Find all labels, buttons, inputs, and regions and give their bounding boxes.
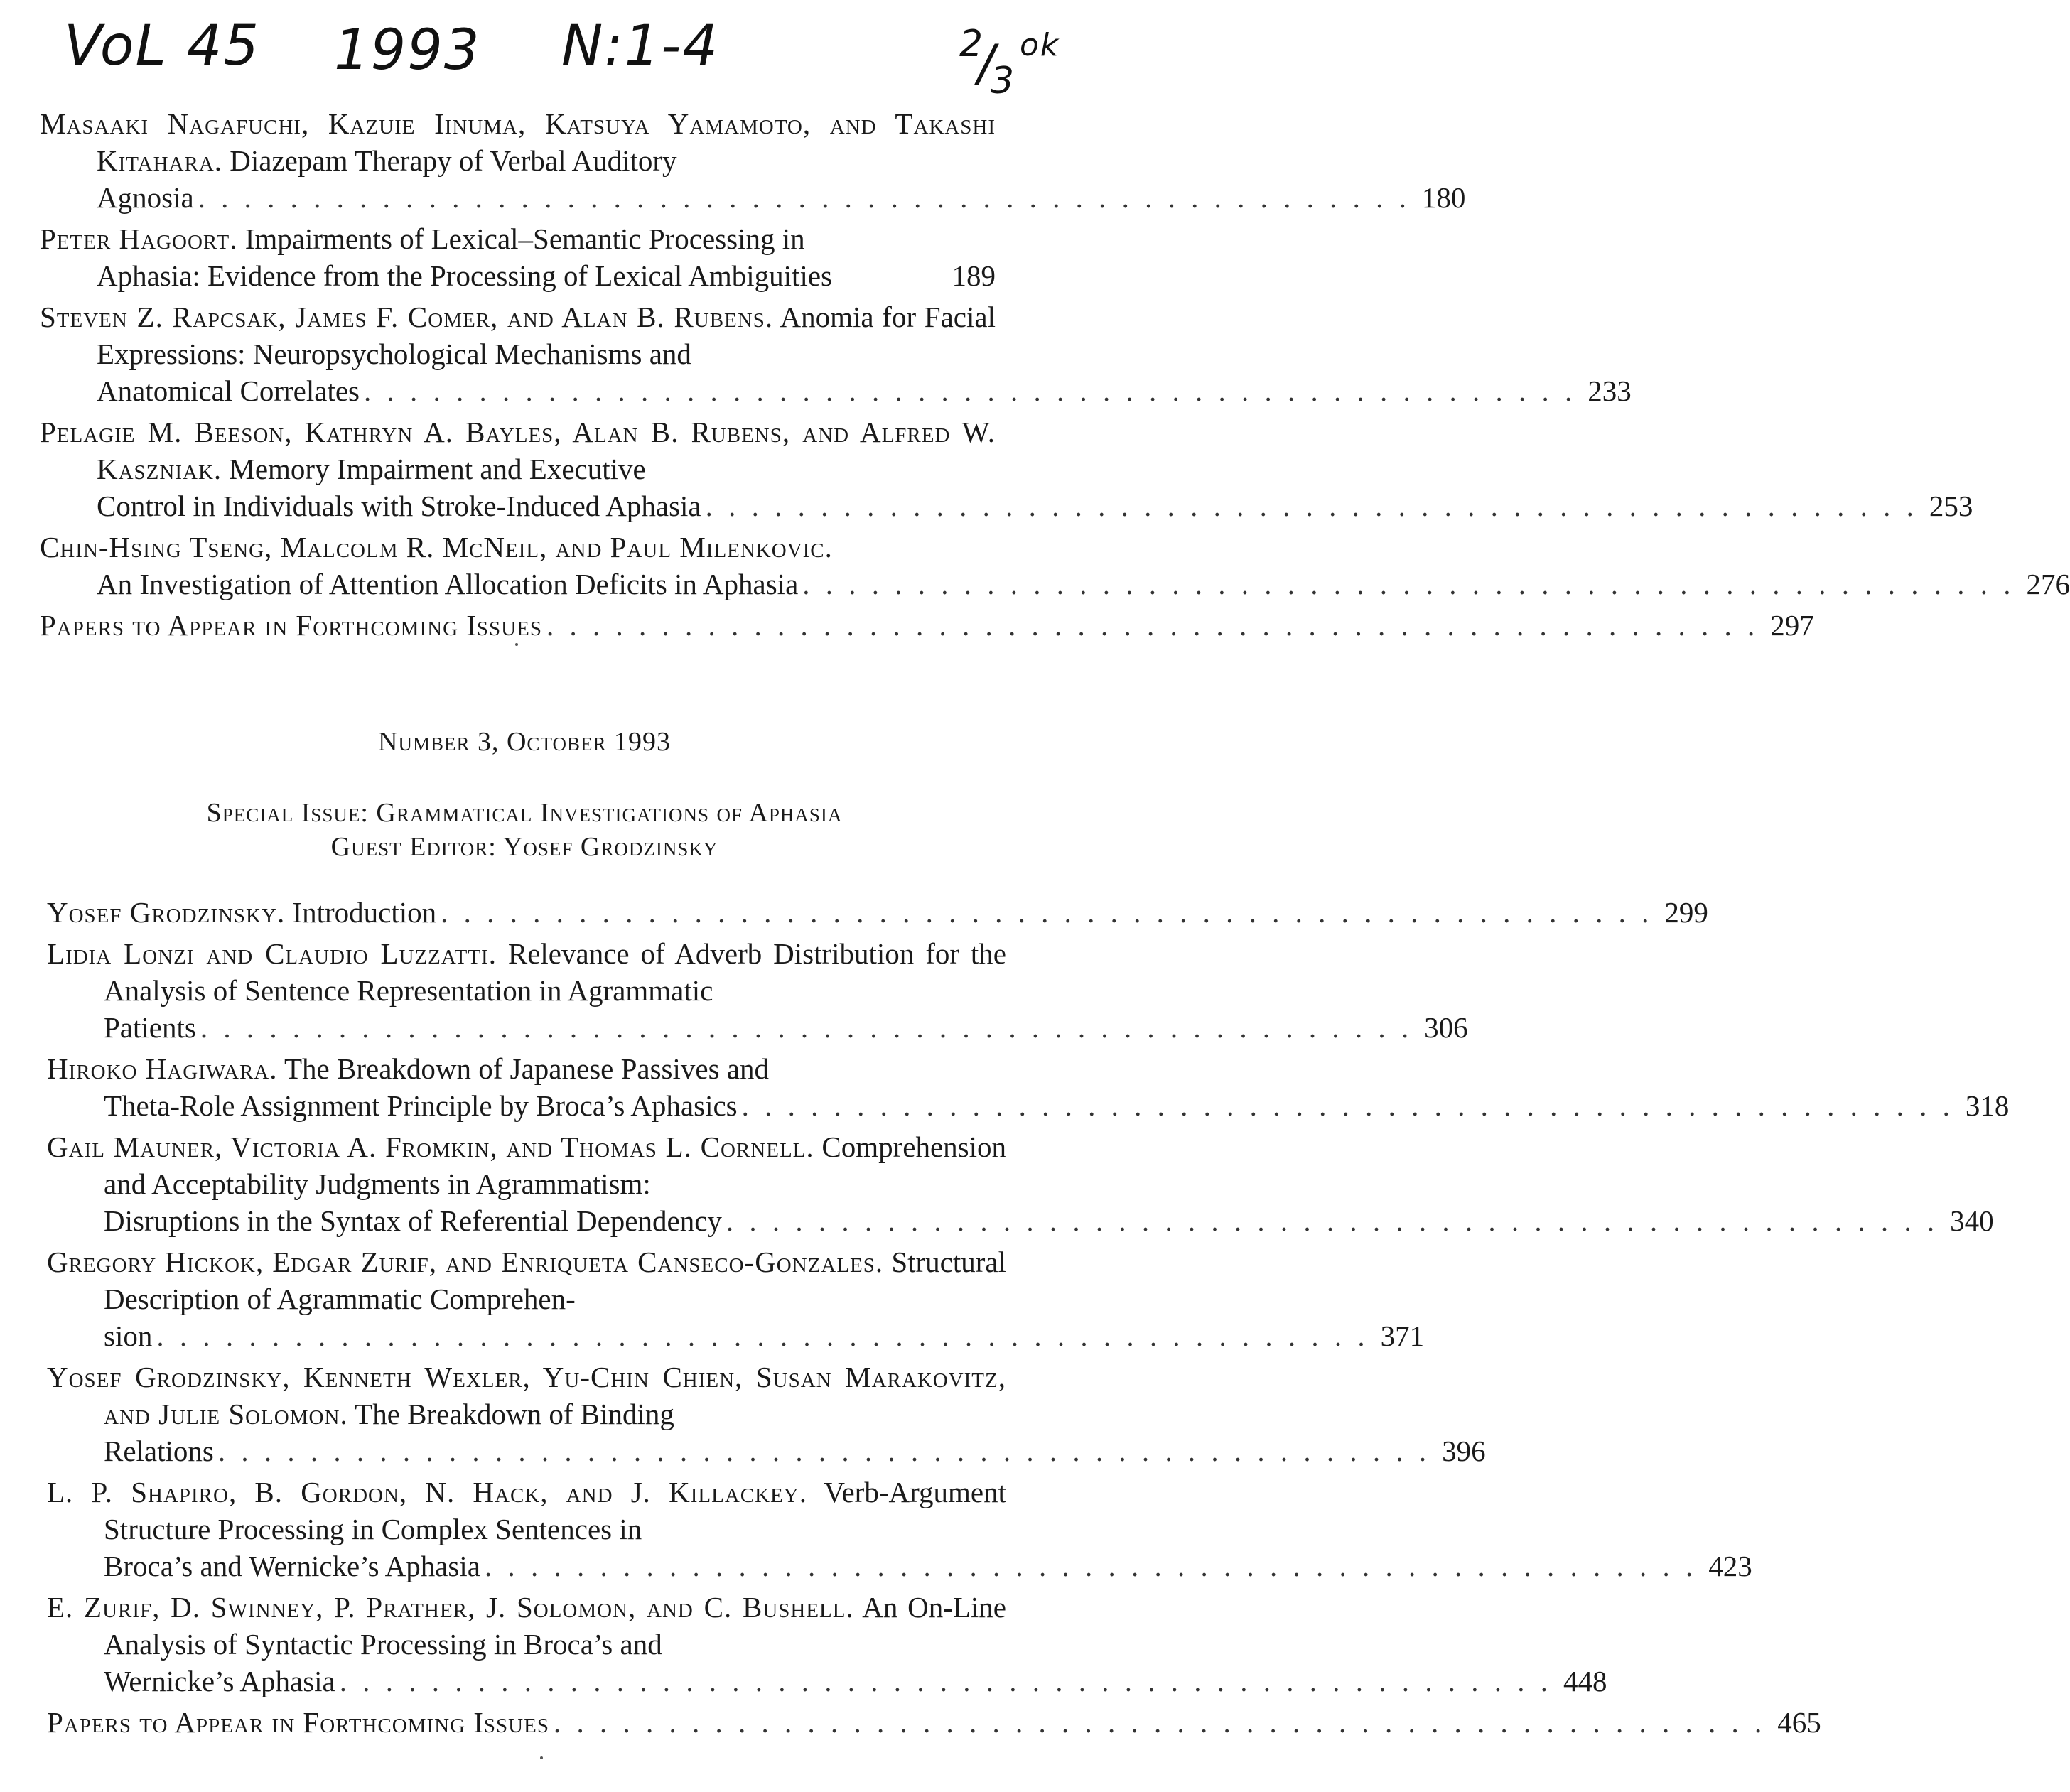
entry-title: The Breakdown of Japanese Passives and bbox=[284, 1052, 770, 1085]
entry-authors: Peter Hagoort. bbox=[40, 222, 238, 255]
forthcoming-label: Papers to Appear in Forthcoming Issues bbox=[47, 1706, 549, 1739]
entry-page: 233 bbox=[1587, 374, 1632, 407]
entry-title-end: Agnosia bbox=[97, 181, 194, 214]
entry-title: Comprehension and Acceptability Judgments in Agrammatism: bbox=[104, 1130, 1006, 1200]
entry-authors: Gail Mauner, Victoria A. Fromkin, and Thomas L. Cornell. bbox=[47, 1130, 814, 1163]
forthcoming-page: 297 bbox=[1770, 609, 1814, 642]
dot-leader: . . . . . . . . . . . . . . . . . . . . . . . . . . . . . . . . . . . . . . . . . . . . . . . . . . . . . bbox=[802, 568, 2015, 600]
entry-title-end: An Investigation of Attention Allocation Deficits in Aphasia bbox=[97, 568, 799, 600]
toc-forthcoming bbox=[40, 607, 1814, 644]
dot-leader: . . . . . . . . . . . . . . . . . . . . . . . . . . . . . . . . . . . . . . . . . . . . . . . . . . . . . bbox=[156, 1319, 1369, 1352]
toc-entry bbox=[47, 1050, 2010, 1124]
entry-title-end: sion bbox=[104, 1319, 153, 1352]
toc-section-2 bbox=[47, 894, 2010, 1745]
toc-entry bbox=[40, 414, 1973, 524]
entry-authors: Pelagie M. Beeson, Kathryn A. Bayles, Alan B. Rubens, and Alfred W. Kaszniak. bbox=[40, 416, 996, 485]
entry-title: Anomia for Facial Expressions: Neuropsychological Mechanisms and bbox=[97, 301, 996, 370]
entry-title-end: Theta-Role Assignment Principle by Broca’s Aphasics bbox=[104, 1089, 738, 1122]
handwritten-annotation bbox=[64, 14, 1060, 102]
entry-page: 318 bbox=[1965, 1089, 2010, 1122]
dot-leader: . . . . . . . . . . . . . . . . . . . . . . . . . . . . . . . . . . . . . . . . . . . . . . . . . . . . . bbox=[741, 1089, 1954, 1122]
dot-leader: . . . . . . . . . . . . . . . . . . . . . . . . . . . . . . . . . . . . . . . . . . . . . . . . . . . . . bbox=[546, 609, 1759, 642]
fraction-denominator: 3 bbox=[991, 60, 1016, 102]
entry-page: 423 bbox=[1708, 1550, 1752, 1582]
entry-title-end: Aphasia: Evidence from the Processing of Lexical Ambiguities bbox=[97, 259, 832, 292]
entry-authors: Hiroko Hagiwara. bbox=[47, 1052, 278, 1085]
entry-title: Introduction bbox=[292, 896, 437, 929]
toc-entry bbox=[47, 1128, 1994, 1239]
entry-page: 448 bbox=[1563, 1665, 1607, 1697]
special-issue-heading: Special Issue: Grammatical Investigations of Aphasia bbox=[206, 798, 843, 828]
dot-leader: . . . . . . . . . . . . . . . . . . . . . . . . . . . . . . . . . . . . . . . . . . . . . . . . . . . . . bbox=[705, 490, 1918, 522]
dot-leader: . . . . . . . . . . . . . . . . . . . . . . . . . . . . . . . . . . . . . . . . . . . . . . . . . . . . . bbox=[198, 181, 1411, 214]
entry-title: An On-Line Analysis of Syntactic Processing in Broca’s and bbox=[104, 1591, 1006, 1661]
entry-authors: Yosef Grodzinsky. bbox=[47, 896, 286, 929]
entry-title: Verb-Argument Structure Processing in Complex Sentences in bbox=[104, 1476, 1006, 1545]
toc-entry bbox=[47, 894, 1708, 931]
fraction-slash: / bbox=[978, 34, 996, 92]
entry-page: 340 bbox=[1950, 1204, 1994, 1237]
entry-title: Diazepam Therapy of Verbal Auditory bbox=[230, 144, 677, 177]
issue-number-heading: Number 3, October 1993 bbox=[378, 727, 671, 757]
toc-entry bbox=[47, 1359, 1486, 1469]
guest-editor-heading: Guest Editor: Yosef Grodzinsky bbox=[330, 832, 718, 862]
entry-title-end: Patients bbox=[104, 1011, 196, 1044]
scan-speck bbox=[515, 643, 518, 646]
dot-leader: . . . . . . . . . . . . . . . . . . . . . . . . . . . . . . . . . . . . . . . . . . . . . . . . . . . . . bbox=[553, 1706, 1767, 1739]
entry-title-end: Wernicke’s Aphasia bbox=[104, 1665, 335, 1697]
toc-entry bbox=[40, 298, 1632, 409]
toc-entry bbox=[40, 529, 2070, 603]
dot-leader: . . . . . . . . . . . . . . . . . . . . . . . . . . . . . . . . . . . . . . . . . . . . . . . . . . . . . bbox=[441, 896, 1654, 929]
entry-page: 371 bbox=[1380, 1319, 1425, 1352]
dot-leader: . . . . . . . . . . . . . . . . . . . . . . . . . . . . . . . . . . . . . . . . . . . . . . . . . . . . . bbox=[339, 1665, 1552, 1697]
forthcoming-label: Papers to Appear in Forthcoming Issues bbox=[40, 609, 542, 642]
entry-page: 253 bbox=[1929, 490, 1973, 522]
entry-title: Impairments of Lexical–Semantic Processing in bbox=[244, 222, 805, 255]
toc-entry bbox=[47, 935, 1468, 1046]
entry-page: 299 bbox=[1664, 896, 1708, 929]
handwritten-ok-mark: ok bbox=[1020, 27, 1060, 63]
entry-title-end: Broca’s and Wernicke’s Aphasia bbox=[104, 1550, 480, 1582]
entry-page: 189 bbox=[952, 259, 996, 292]
handwritten-year: 1993 bbox=[334, 18, 481, 82]
toc-forthcoming bbox=[47, 1704, 1821, 1741]
toc-section-1 bbox=[40, 105, 2070, 648]
entry-authors: Steven Z. Rapcsak, James F. Comer, and Alan B. Rubens. bbox=[40, 301, 774, 333]
forthcoming-page: 465 bbox=[1777, 1706, 1821, 1739]
entry-page: 396 bbox=[1442, 1435, 1486, 1467]
toc-entry bbox=[40, 220, 996, 294]
entry-authors: Masaaki Nagafuchi, Kazuie Iinuma, Katsuya Yamamoto, and Takashi Kitahara. bbox=[40, 107, 996, 177]
entry-authors: Gregory Hickok, Edgar Zurif, and Enriqueta Canseco-Gonzales. bbox=[47, 1246, 884, 1278]
fraction-numerator: 2 bbox=[959, 23, 985, 65]
entry-title: The Breakdown of Binding bbox=[355, 1398, 674, 1430]
toc-entry bbox=[47, 1474, 1752, 1585]
entry-authors: Chin-Hsing Tseng, Malcolm R. McNeil, and Paul Milenkovic. bbox=[40, 531, 833, 563]
handwritten-volume: VoL 45 bbox=[64, 14, 261, 78]
entry-title-end: Disruptions in the Syntax of Referential Dependency bbox=[104, 1204, 722, 1237]
toc-entry bbox=[47, 1243, 1425, 1354]
entry-page: 276 bbox=[2026, 568, 2070, 600]
dot-leader: . . . . . . . . . . . . . . . . . . . . . . . . . . . . . . . . . . . . . . . . . . . . . . . . . . . . . bbox=[364, 374, 1577, 407]
entry-page: 180 bbox=[1421, 181, 1466, 214]
entry-title-end: Relations bbox=[104, 1435, 214, 1467]
entry-authors: Lidia Lonzi and Claudio Luzzatti. bbox=[47, 937, 497, 970]
entry-authors: E. Zurif, D. Swinney, P. Prather, J. Solomon, and C. Bushell. bbox=[47, 1591, 854, 1624]
toc-entry bbox=[47, 1589, 1607, 1700]
dot-leader: . . . . . . . . . . . . . . . . . . . . . . . . . . . . . . . . . . . . . . . . . . . . . . . . . . . . . bbox=[484, 1550, 1698, 1582]
scan-speck bbox=[540, 1756, 543, 1759]
entry-authors: Yosef Grodzinsky, Kenneth Wexler, Yu-Chin Chien, Susan Marakovitz, and Julie Solomon. bbox=[47, 1361, 1006, 1430]
dot-leader: . . . . . . . . . . . . . . . . . . . . . . . . . . . . . . . . . . . . . . . . . . . . . . . . . . . . . bbox=[217, 1435, 1431, 1467]
entry-title-end: Anatomical Correlates bbox=[97, 374, 360, 407]
entry-title: Structural Description of Agrammatic Comprehen- bbox=[104, 1246, 1006, 1315]
dot-leader: . . . . . . . . . . . . . . . . . . . . . . . . . . . . . . . . . . . . . . . . . . . . . . . . . . . . . bbox=[200, 1011, 1413, 1044]
handwritten-numbers: N:1-4 bbox=[561, 14, 720, 78]
dot-leader: . . . . . . . . . . . . . . . . . . . . . . . . . . . . . . . . . . . . . . . . . . . . . . . . . . . . . bbox=[726, 1204, 1939, 1237]
entry-title: Memory Impairment and Executive bbox=[229, 453, 646, 485]
entry-title-end: Control in Individuals with Stroke-Induced Aphasia bbox=[97, 490, 701, 522]
entry-authors: L. P. Shapiro, B. Gordon, N. Hack, and J. Killackey. bbox=[47, 1476, 807, 1508]
toc-entry bbox=[40, 105, 1466, 216]
entry-page: 306 bbox=[1424, 1011, 1468, 1044]
entry-title: Relevance of Adverb Distribution for the Analysis of Sentence Representation in Agrammatic bbox=[104, 937, 1006, 1007]
